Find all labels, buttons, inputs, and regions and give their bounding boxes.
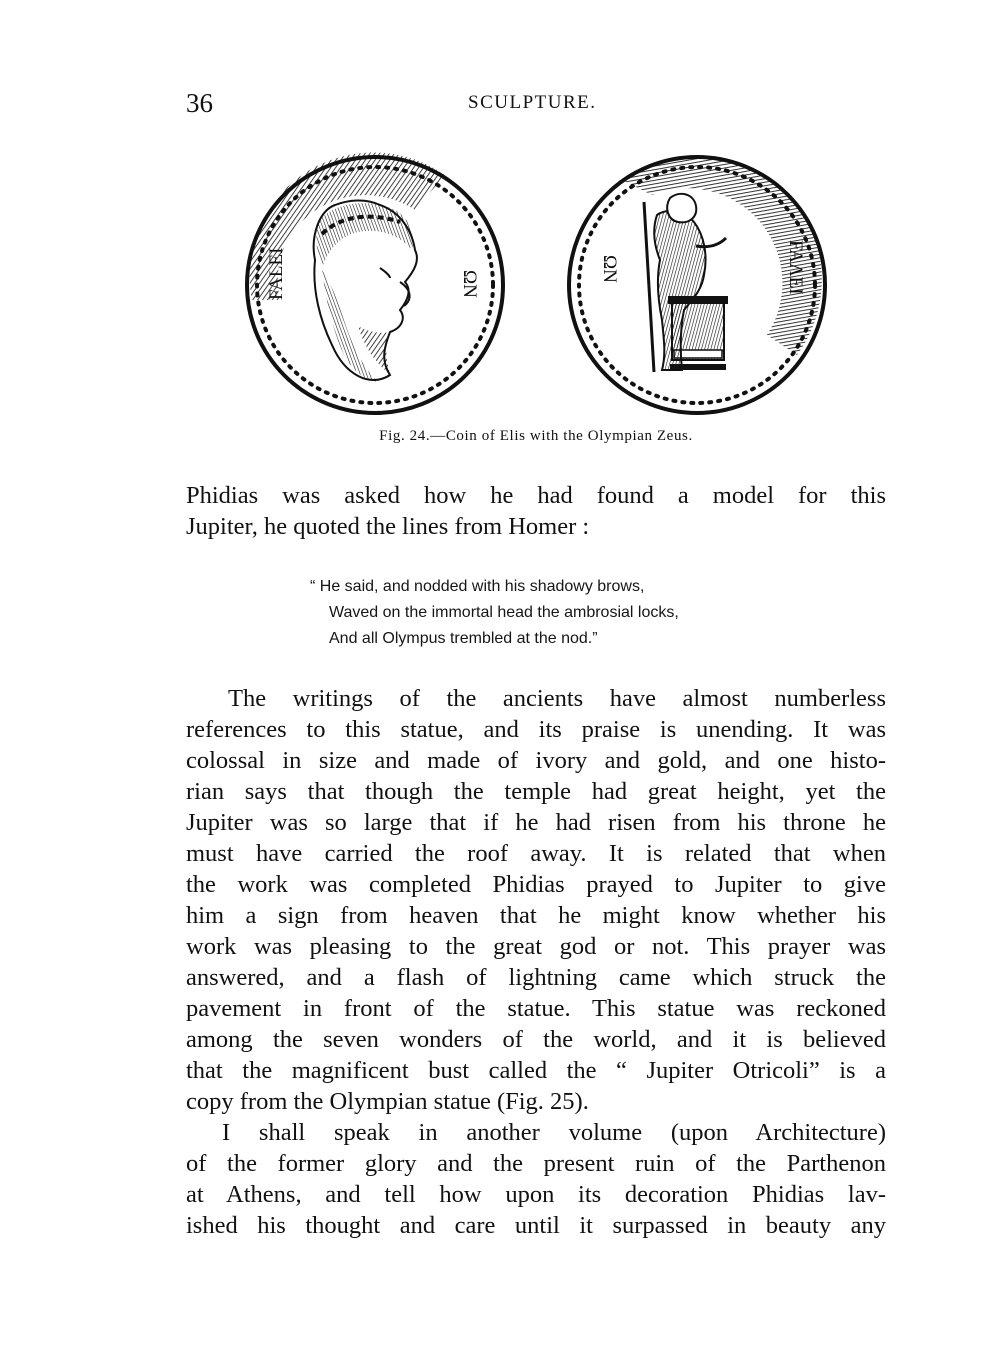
coin-right-legend-left: ΩN <box>599 255 620 283</box>
page-number: 36 <box>186 88 213 118</box>
quote-line: And all Olympus trembled at the nod.” <box>329 630 598 647</box>
text-line: that the magnificent bust called the “ Jupiter Otricoli” is a <box>186 1057 886 1084</box>
text-line: at Athens, and tell how upon its decoration Phidias lav- <box>186 1181 886 1208</box>
text-line: colossal in size and made of ivory and gold, and one histo- <box>186 747 886 774</box>
text-line: ished his thought and care until it surpassed in beauty any <box>186 1212 886 1239</box>
coin-zeus-head-illustration <box>240 150 510 420</box>
text-line: him a sign from heaven that he might know whether his <box>186 902 886 929</box>
running-head: SCULPTURE. <box>468 92 597 113</box>
text-line: I shall speak in another volume (upon Architecture) <box>222 1119 886 1146</box>
quote-line: “ He said, and nodded with his shadowy brows, <box>310 578 645 595</box>
coin-left-legend-faleiωn-left: FALEI <box>266 247 287 300</box>
text-line: references to this statue, and its praise is unending. It was <box>186 716 886 743</box>
coin-zeus-head <box>240 150 510 420</box>
text-line: The writings of the ancients have almost numberless <box>228 685 886 712</box>
page-header <box>186 88 886 128</box>
coin-seated-zeus-illustration <box>562 150 832 420</box>
paragraph-statue <box>186 683 886 1117</box>
text-line: must have carried the roof away. It is related that when <box>186 840 886 867</box>
coin-seated-zeus <box>562 150 832 420</box>
text-line: among the seven wonders of the world, and it is believed <box>186 1026 886 1053</box>
text-line: of the former glory and the present ruin of the Parthenon <box>186 1150 886 1177</box>
text-line: Jupiter, he quoted the lines from Homer : <box>186 513 590 540</box>
homer-quotation <box>310 574 810 652</box>
text-line: work was pleasing to the great god or not. This prayer was <box>186 933 886 960</box>
paragraph-parthenon <box>186 1117 886 1241</box>
text-line: answered, and a flash of lightning came which struck the <box>186 964 886 991</box>
figure-caption: Fig. 24.—Coin of Elis with the Olympian Zeus. <box>379 428 693 444</box>
coin-left-legend-right: ΩN <box>459 270 480 298</box>
coin-figure <box>240 150 840 420</box>
text-line: pavement in front of the statue. This statue was reckoned <box>186 995 886 1022</box>
text-line: the work was completed Phidias prayed to Jupiter to give <box>186 871 886 898</box>
text-line: rian says that though the temple had great height, yet the <box>186 778 886 805</box>
paragraph-intro <box>186 480 886 542</box>
text-line: Phidias was asked how he had found a model for this <box>186 482 886 509</box>
coin-right-legend-right: FAΛEI <box>785 240 806 295</box>
text-line: copy from the Olympian statue (Fig. 25). <box>186 1088 589 1115</box>
text-line: Jupiter was so large that if he had risen from his throne he <box>186 809 886 836</box>
quote-line: Waved on the immortal head the ambrosial locks, <box>329 604 679 621</box>
